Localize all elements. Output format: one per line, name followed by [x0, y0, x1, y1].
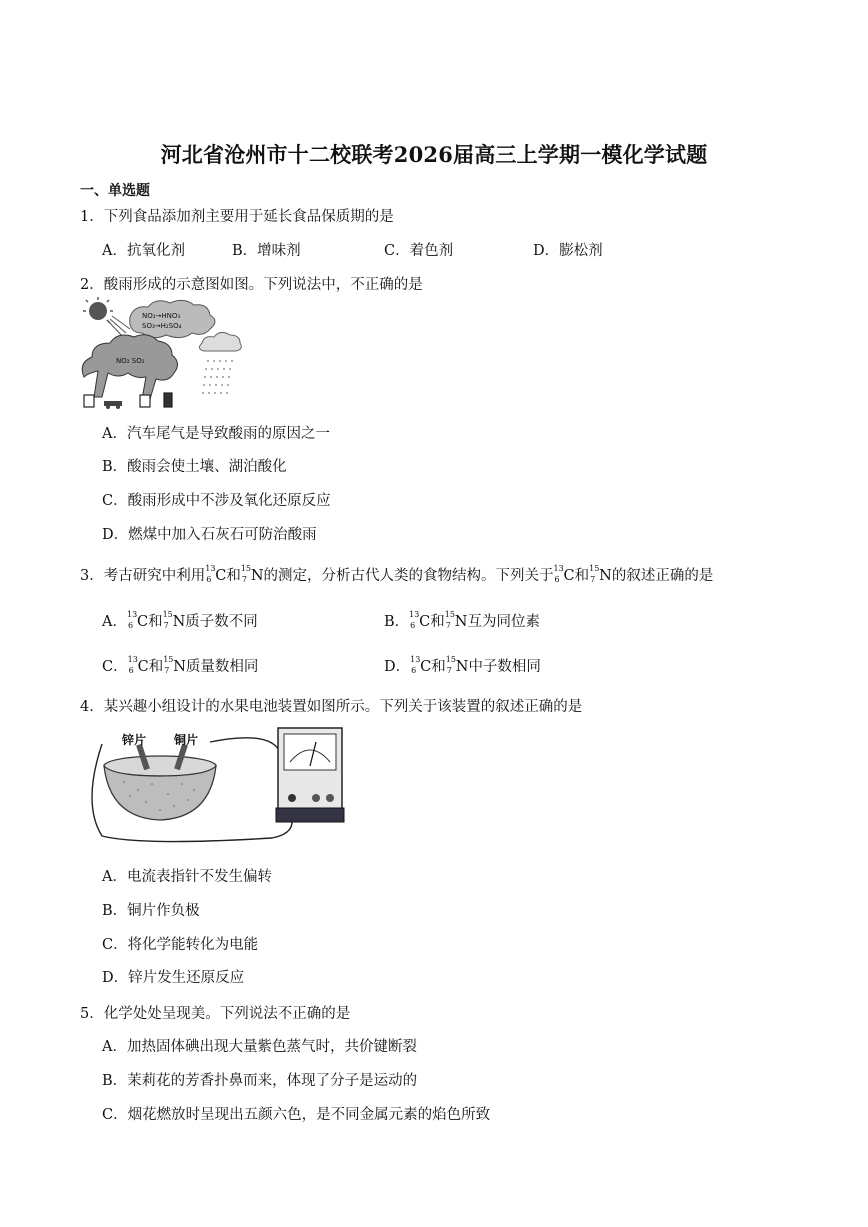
question-3-option-d: D． 13 6 C和 15 7 N中子数相同 — [384, 655, 541, 675]
zinc-label: 锌片 — [122, 733, 147, 747]
question-5-option-a: A．加热固体碘出现大量紫色蒸气时，共价键断裂 — [102, 1039, 417, 1055]
question-3-option-b: B． 13 6 C和 15 7 N互为同位素 — [384, 610, 540, 630]
smoke-cloud-shape — [82, 335, 177, 399]
figure-label-no2-so2: NO₂ SO₂ — [116, 357, 145, 365]
question-3-option-a: A． 13 6 C和 15 7 N质子数不同 — [102, 610, 258, 630]
question-4-option-c: C．将化学能转化为电能 — [102, 937, 259, 953]
figure-label-so3-h2so4: SO₃→H₂SO₄ — [142, 322, 182, 330]
isotope-n15-notation: 15 7 — [240, 564, 252, 584]
question-1-option-a: A．抗氧化剂 — [102, 243, 185, 259]
question-2-option-c: C．酸雨形成中不涉及氧化还原反应 — [102, 493, 331, 509]
car-icon — [104, 401, 122, 409]
question-4-option-b: B．铜片作负极 — [102, 903, 200, 919]
question-1-option-c: C．着色剂 — [384, 243, 454, 259]
question-5-option-b: B．茉莉花的芳香扑鼻而来，体现了分子是运动的 — [102, 1073, 418, 1089]
ammeter-icon — [276, 728, 344, 822]
question-3-stem: 3．考古研究中利用 13 6 C和 15 7 N的测定，分析古代人类的食物结构。下列关于 13 6 C和 15 7 N的叙述正确的是 — [80, 564, 714, 584]
question-2-option-d: D．燃煤中加入石灰石可防治酸雨 — [102, 527, 317, 543]
question-4-option-d: D．锌片发生还原反应 — [102, 970, 245, 986]
question-4-option-a: A．电流表指针不发生偏转 — [102, 869, 272, 885]
sun-icon — [83, 297, 130, 337]
isotope-c13-notation: 13 6 — [205, 564, 216, 584]
question-3-option-c: C． 13 6 C和 15 7 N质量数相同 — [102, 655, 259, 675]
question-1-option-d: D．膨松剂 — [533, 243, 603, 259]
question-5-stem: 5．化学处处呈现美。下列说法不正确的是 — [80, 1006, 351, 1022]
acid-rain-figure — [78, 297, 246, 412]
question-4-stem: 4．某兴趣小组设计的水果电池装置如图所示。下列关于该装置的叙述正确的是 — [80, 699, 583, 715]
figure-label-no2-hno3: NO₂→HNO₃ — [142, 312, 181, 320]
isotope-n15-notation: 15 7 — [589, 564, 600, 584]
question-2-option-a: A．汽车尾气是导致酸雨的原因之一 — [102, 426, 330, 442]
question-2-stem: 2．酸雨形成的示意图如图。下列说法中，不正确的是 — [80, 277, 423, 293]
page-title: 河北省沧州市十二校联考2026届高三上学期一模化学试题 — [160, 142, 708, 167]
question-5-option-c: C．烟花燃放时呈现出五颜六色，是不同金属元素的焰色所致 — [102, 1107, 491, 1123]
rain-cloud-shape — [199, 332, 241, 393]
question-1-option-b: B．增味剂 — [232, 243, 301, 259]
question-1-stem: 1．下列食品添加剂主要用于延长食品保质期的是 — [80, 209, 394, 225]
copper-label: 铜片 — [174, 733, 199, 747]
isotope-c13-notation: 13 6 — [553, 564, 564, 584]
fruit-bowl-shape — [104, 756, 216, 820]
fruit-battery-figure — [80, 724, 350, 852]
section-heading: 一、单选题 — [80, 183, 150, 199]
question-2-option-b: B．酸雨会使土壤、湖泊酸化 — [102, 459, 287, 475]
